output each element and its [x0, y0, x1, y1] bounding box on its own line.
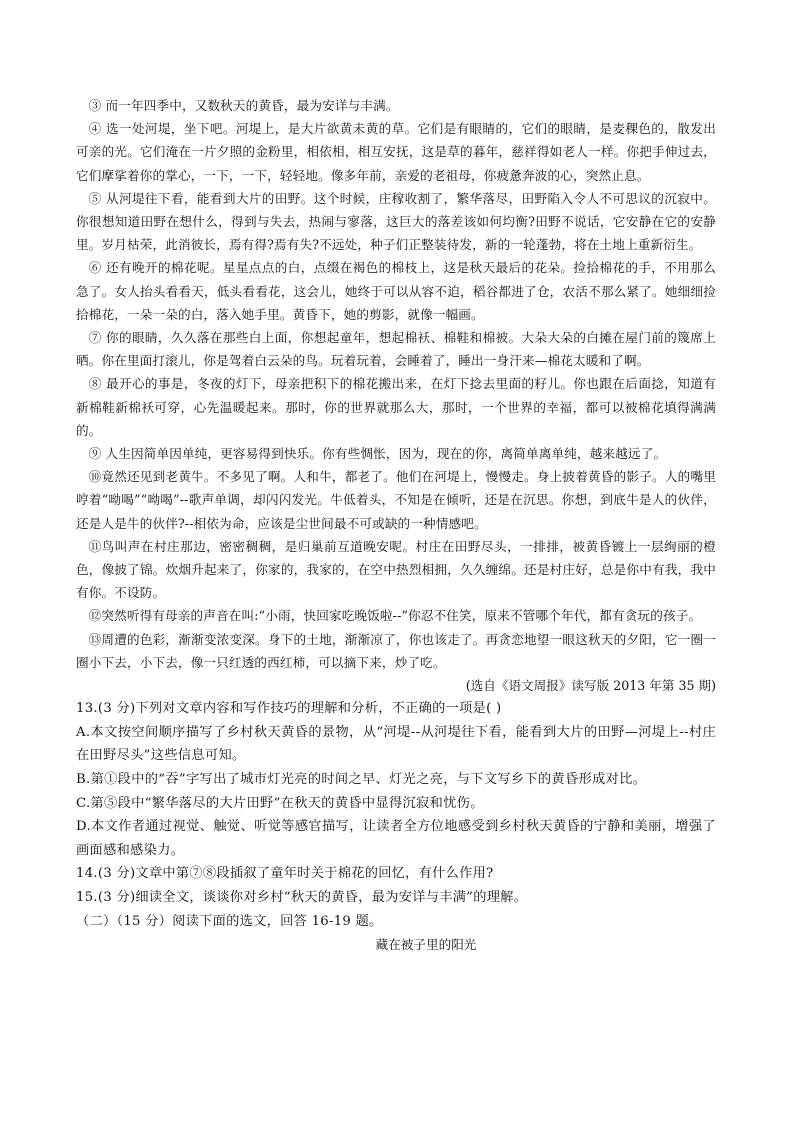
question-15: 15.(3 分)细读全文，谈谈你对乡村“秋天的黄昏，最为安详与丰满”的理解。 — [76, 890, 528, 906]
paragraph-13: ⑬周遭的色彩，渐渐变浓变深。身下的土地，渐渐凉了，你也该走了。再贪恋地望一眼这秋天的夕阳，它一圈一圈小下去，小下去，像一只红透的西红柿，可以摘下来，炒了吃。 — [76, 631, 716, 670]
paragraph-12: ⑫突然听得有母亲的声音在叫:“小雨，快回家吃晚饭啦--”你忍不住笑，原来不管哪个年代，都有贪玩的孩子。 — [88, 608, 702, 624]
passage — [76, 94, 716, 697]
paragraph-4: ④ 选一处河堤，坐下吧。河堤上，是大片欲黄未黄的草。它们是有眼睛的，它们的眼睛，是麦稞色的，散发出可亲的光。它们淹在一片夕照的金粉里，相依相，相互安抚，这是草的暮年，慈祥得如老人一样。你把手伸过去，它们摩挲着你的掌心，一下，一下，轻轻地。像多年前，亲爱的老祖母，你疲惫奔波的心，突然止息。 — [76, 121, 716, 183]
question-14: 14.(3 分)文章中第⑦⑧段插叙了童年时关于棉花的回忆，有什么作用? — [76, 866, 494, 882]
paragraph-8: ⑧ 最开心的事是，冬夜的灯下，母亲把积下的棉花搬出来，在灯下捻去里面的籽儿。你也跟在后面捻，知道有新棉鞋新棉袄可穿，心先温暖起来。那时，你的世界就那么大，那时，一个世界的幸福，都可以被棉花填得满满的。 — [76, 376, 716, 438]
section-2-title: 藏在被子里的阳光 — [375, 937, 477, 953]
option-c: C.第⑤段中“繁华落尽的大片田野”在秋天的黄昏中显得沉寂和忧伤。 — [76, 795, 484, 811]
section-2-intro: （二）（15 分）阅读下面的选文，回答 16-19 题。 — [76, 913, 383, 929]
document-page — [76, 94, 716, 957]
option-b: B.第①段中的“吞”字写出了城市灯光亮的时间之早、灯光之亮，与下文写乡下的黄昏形成对比。 — [76, 772, 647, 788]
paragraph-9: ⑨ 人生因简单因单纯，更容易得到快乐。你有些惆怅，因为，现在的你，离简单离单纯，越来越远了。 — [88, 446, 667, 462]
paragraph-11: ⑪鸟叫声在村庄那边，密密稠稠，是归巢前互道晚安呢。村庄在田野尽头，一排排，被黄昏镀上一层绚丽的橙色，像披了锦。炊烟升起来了，你家的，我家的，在空中热烈相拥，久久缠绵。还是村庄好，总是你中有我，我中有你。不设防。 — [76, 538, 716, 601]
questions — [76, 697, 716, 909]
source-citation: (选自《语文周报》读写版 2013 年第 35 期) — [465, 678, 716, 694]
paragraph-5: ⑤ 从河堤往下看，能看到大片的田野。这个时候，庄稼收割了，繁华落尽，田野陷入令人不可思议的沉寂中。你很想知道田野在想什么，得到与失去，热闹与寥落，这巨大的落差该如何均衡?田野不说话，它安静在它的安静里。岁月枯荣，此消彼长，焉有得?焉有失?不远处，种子们正整装待发，新的一轮蓬勃，将在土地上重新衍生。 — [76, 190, 716, 253]
option-a: A.本文按空间顺序描写了乡村秋天黄昏的景物，从“河堤--从河堤往下看，能看到大片的田野—河堤上--村庄在田野尽头”这些信息可知。 — [76, 724, 716, 764]
option-d: D.本文作者通过视觉、触觉、听觉等感官描写，让读者全方位地感受到乡村秋天黄昏的宁静和美丽，增强了画面感和感染力。 — [76, 819, 716, 858]
paragraph-10: ⑩竟然还见到老黄牛。不多见了啊。人和牛，都老了。他们在河堤上，慢慢走。身上披着黄昏的影子。人的嘴里哼着“呦喝”“呦喝”--歌声单调，却闪闪发光。牛低着头，不知是在倾听，还是在沉思。你想，到底牛是人的伙伴，还是人是牛的伙伴?--相依为命，应该是尘世间最不可或缺的一种情感吧。 — [76, 469, 716, 531]
paragraph-3: ③ 而一年四季中，又数秋天的黄昏，最为安详与丰满。 — [88, 98, 399, 113]
paragraph-7: ⑦ 你的眼睛，久久落在那些白上面，你想起童年，想起棉袄、棉鞋和棉被。大朵大朵的白摊在屋门前的篾席上晒。你在里面打滚儿，你是驾着白云朵的鸟。玩着玩着，会睡着了，睡出一身汗来—棉花太暖和了啊。 — [76, 330, 716, 369]
paragraph-6: ⑥ 还有晚开的棉花呢。星星点点的白，点缀在褐色的棉枝上，这是秋天最后的花朵。捡拾棉花的手，不用那么急了。女人抬头看看天，低头看看花，这会儿，她终于可以从容不迫，稻谷都进了仓，农活不那么紧了。她细细捡拾棉花，一朵一朵的白，落入她手里。黄昏下，她的剪影，就像一幅画。 — [76, 260, 716, 322]
question-13: 13.(3 分)下列对文章内容和写作技巧的理解和分析，不正确的一项是( ) — [76, 701, 502, 717]
